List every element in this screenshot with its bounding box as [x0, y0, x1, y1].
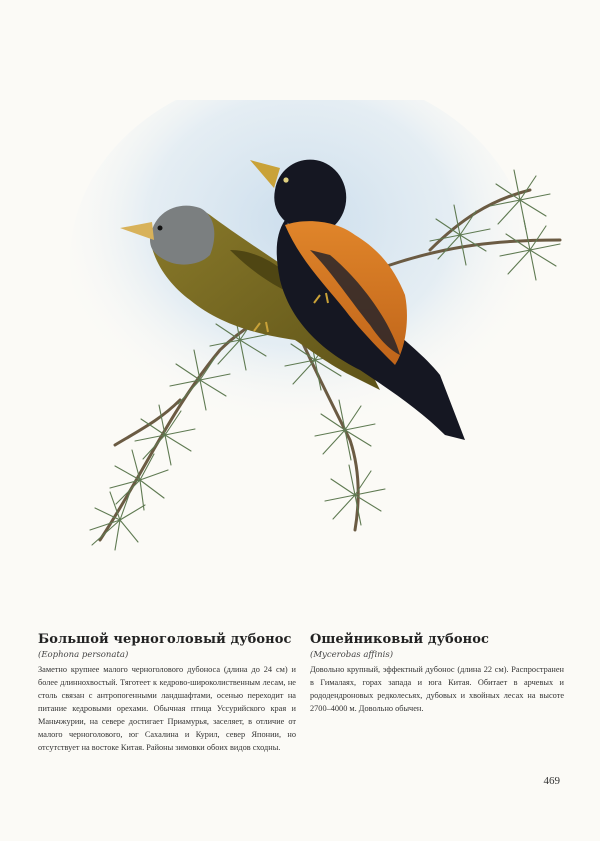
species-entry-eophona [38, 632, 296, 754]
species-latin-name: (Eophona personata) [38, 650, 129, 660]
species-title: Большой черноголовый дубонос [38, 632, 292, 647]
species-description: Довольно крупный, эффектный дубонос (длина 22 см). Распространен в Гималаях, горах запада и юга Китая. Обитает в арчевых и рододендроновых редколесьях, дубовых и хвойных лесах на высоте 2700–4000 м. Довольно обычен. [310, 665, 564, 713]
species-title: Ошейниковый дубонос [310, 632, 489, 647]
species-description: Заметно крупнее малого черноголового дубоноса (длина до 24 см) и более длиннохвостый. Тяготеет к кедрово-широколиственным лесам, не столь связан с антропогенными ландшафтами, осенью переходит на питание кедровыми орехами. Обычная птица Уссурийского края и Маньчжурии, на севере достигает Приамурья, заселяет, в отличие от малого черноголового, юг Сахалина и Курил, север Японии, но отсутствует на востоке Китая. Районы зимовки обоих видов сходны. [38, 665, 296, 752]
species-entry-mycerobas [310, 632, 564, 715]
grosbeaks-on-branch-picture [60, 100, 580, 580]
page-number: 469 [543, 775, 560, 787]
species-latin-name: (Mycerobas affinis) [310, 650, 394, 660]
bird-illustration [60, 100, 580, 580]
